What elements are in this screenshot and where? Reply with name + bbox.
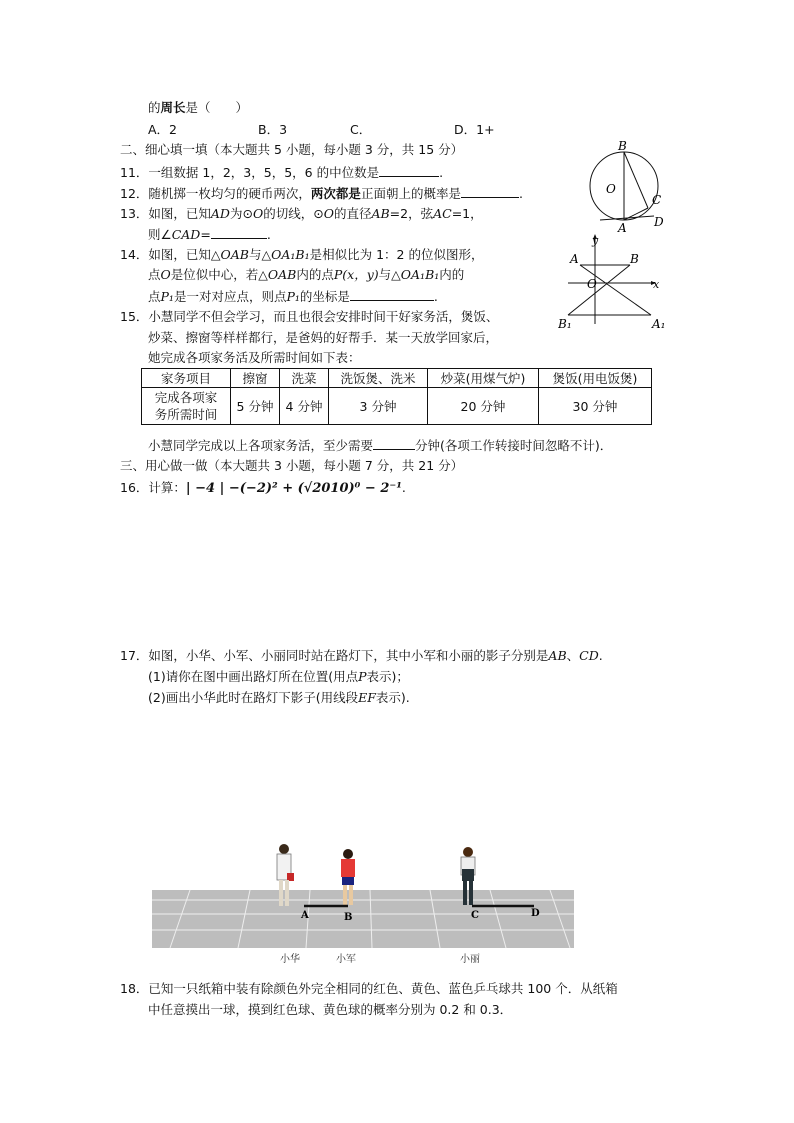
answer-blank[interactable] [379, 164, 439, 177]
label-x: x [653, 278, 660, 291]
question-14-line-3: 点P₁是一对对应点，则点P₁的坐标是 . [148, 289, 438, 304]
table-header-row [142, 369, 652, 388]
question-16: 16．计算：| −4 | −(−2)² + (√2010)⁰ − 2⁻¹. [120, 480, 406, 496]
label-c: C [652, 193, 662, 207]
label-b: B [344, 912, 353, 923]
segment-b-b1 [568, 265, 630, 315]
table-cell: 20 分钟 [428, 388, 539, 425]
label-o: O [606, 182, 616, 196]
question-15-line-2: 炒菜、擦窗等样样都行，是爸妈的好帮手．某一天放学回家后， [148, 330, 499, 345]
answer-blank[interactable] [211, 226, 267, 239]
label-a1: A₁ [652, 317, 666, 331]
housework-table [141, 368, 652, 425]
table-header-cell: 家务项目 [142, 369, 231, 388]
q10-option-b: B．3 [258, 122, 288, 137]
question-18-line-2: 中任意摸出一球，摸到红色球、黄色球的概率分别为 0.2 和 0.3． [148, 1002, 513, 1017]
table-header-cell: 擦窗 [231, 369, 280, 388]
table-cell: 5 分钟 [231, 388, 280, 425]
label-a: A [570, 252, 579, 266]
question-12: 12．随机掷一枚均匀的硬币两次，两次都是正面朝上的概率是 . [120, 186, 523, 201]
label-b: B [618, 139, 627, 153]
q10-option-d: D．1+ [454, 122, 495, 137]
question-17-line-2: (1)请你在图中画出路灯所在位置(用点P表示)； [148, 669, 409, 684]
name-xiaojun: 小军 [336, 954, 356, 965]
name-xiaohua: 小华 [280, 954, 300, 965]
question-13-line-1: 13．如图，已知AD为⊙O的切线，⊙O的直径AB=2，弦AC=1， [120, 206, 483, 221]
question-15-line-3: 她完成各项家务活及所需时间如下表： [148, 350, 361, 365]
label-c: C [471, 910, 479, 921]
figure-q14-triangles [558, 232, 670, 332]
label-a: A [618, 221, 627, 234]
question-17-line-3: (2)画出小华此时在路灯下影子(用线段EF表示). [148, 690, 410, 705]
figure-q17-scene [150, 840, 576, 970]
ground [152, 890, 574, 948]
q16-expression: | −4 | −(−2)² + (√2010)⁰ − 2⁻¹ [185, 481, 402, 496]
q10-option-a: A．2 [148, 122, 178, 137]
table-cell: 3 分钟 [329, 388, 428, 425]
answer-blank[interactable] [373, 437, 415, 450]
table-header-cell: 洗饭煲、洗米 [329, 369, 428, 388]
question-15-after-table: 小慧同学完成以上各项家务活，至少需要 分钟(各项工作转接时间忽略不计)． [148, 438, 613, 453]
table-header-cell: 炒菜(用煤气炉) [428, 369, 539, 388]
question-11: 11．一组数据 1，2，3，5，5，6 的中位数是 . [120, 165, 444, 180]
answer-blank[interactable] [461, 185, 519, 198]
table-header-cell: 洗菜 [280, 369, 329, 388]
chord-bc [624, 152, 648, 208]
label-b: B [630, 252, 639, 266]
label-b1: B₁ [558, 317, 572, 331]
section-3-heading: 三、用心做一做（本大题共 3 小题，每小题 7 分，共 21 分） [120, 458, 464, 473]
label-y: y [592, 234, 599, 247]
question-17-line-1: 17．如图，小华、小军、小丽同时站在路灯下，其中小军和小丽的影子分别是AB、CD. [120, 648, 603, 663]
label-o: O [587, 277, 597, 291]
question-15-line-1: 15．小慧同学不但会学习，而且也很会安排时间干好家务活，煲饭、 [120, 309, 499, 324]
table-row-label: 完成各项家 务所需时间 [142, 388, 231, 425]
figure-q13-circle [586, 138, 676, 234]
table-cell: 30 分钟 [539, 388, 652, 425]
q10-option-c: C． [350, 122, 372, 137]
question-18-line-1: 18．已知一只纸箱中装有除颜色外完全相同的红色、黄色、蓝色乒乓球共 100 个．从纸箱 [120, 981, 618, 996]
label-d: D [531, 908, 540, 919]
answer-blank[interactable] [350, 288, 434, 301]
question-14-line-2: 点O是位似中心，若△OAB内的点P(x，y)与△OA₁B₁内的 [148, 267, 465, 282]
label-a: A [301, 910, 309, 921]
section-2-heading: 二、细心填一填（本大题共 5 小题，每小题 3 分，共 15 分） [120, 142, 464, 157]
table-cell: 4 分钟 [280, 388, 329, 425]
q10-tail: 的周长是（ ） [148, 100, 249, 115]
name-xiaoli: 小丽 [460, 954, 480, 965]
question-13-line-2: 则∠CAD= . [148, 227, 271, 242]
question-14-line-1: 14．如图，已知△OAB与△OA₁B₁是相似比为 1：2 的位似图形， [120, 247, 484, 262]
table-header-cell: 煲饭(用电饭煲) [539, 369, 652, 388]
label-d: D [654, 215, 664, 229]
table-row [142, 388, 652, 425]
